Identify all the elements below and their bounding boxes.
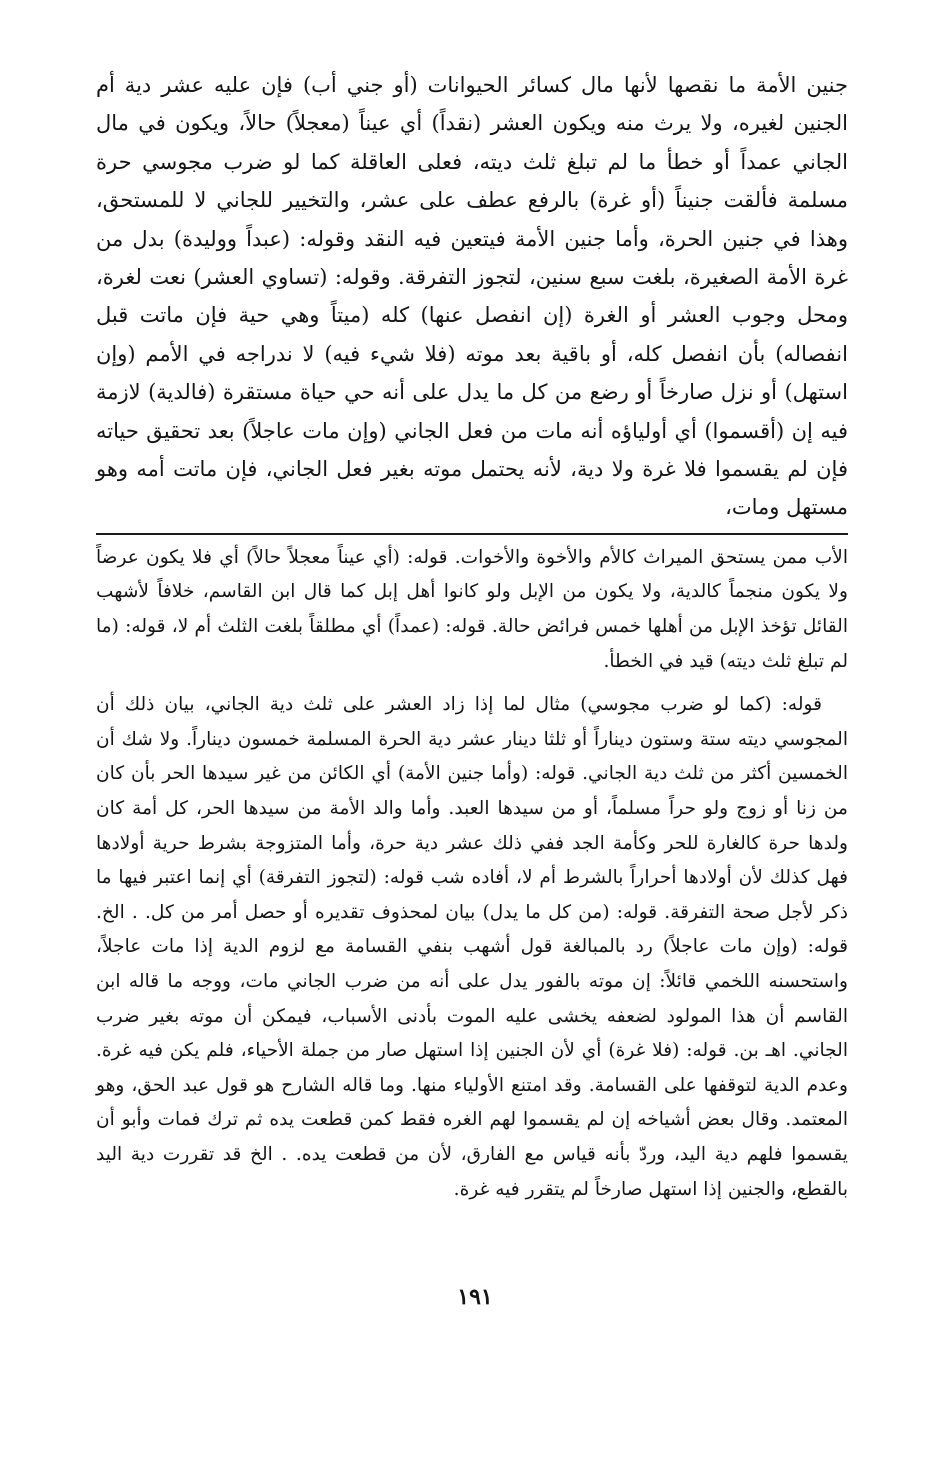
book-page: [96, 66, 848, 1207]
main-paragraph: جنين الأمة ما نقصها لأنها مال كسائر الحيوانات (أو جني أب) فإن عليه عشر دية أم الجنين لغيره، ولا يرث منه ويكون العشر (نقداً) أي عيناً (معجلاً) حالاً، ويكون في مال الجاني عمداً أو خطأ ما لم تبلغ ثلث ديته، فعلى العاقلة كما لو ضرب مجوسي حرة مسلمة فألقت جنيناً (أو غرة) بالرفع عطف على عشر، والتخيير للجاني لا للمستحق، وهذا في جنين الحرة، وأما جنين الأمة فيتعين فيه النقد وقوله: (عبداً ووليدة) بدل من غرة الأمة الصغيرة، بلغت سبع سنين، لتجوز التفرقة. وقوله: (تساوي العشر) نعت لغرة، ومحل وجوب العشر أو الغرة (إن انفصل عنها) كله (ميتاً وهي حية فإن ماتت قبل انفصاله) بأن انفصل كله، أو باقية بعد موته (فلا شيء فيه) لا ندراجه في الأمم (وإن استهل) أو نزل صارخاً أو رضع من كل ما يدل على أنه حي حياة مستقرة (فالدية) لازمة فيه إن (أقسموا) أي أولياؤه أنه مات من فعل الجاني (وإن مات عاجلاً) بعد تحقيق حياته فإن لم يقسموا فلا غرة ولا دية، لأنه يحتمل موته بغير فعل الجاني، فإن ماتت أمه وهو مستهل ومات،: [96, 73, 848, 520]
footnote-paragraph-2: قوله: (كما لو ضرب مجوسي) مثال لما إذا زاد العشر على ثلث دية الجاني، بيان ذلك أن المجوسي ديته ستة وستون ديناراً أو ثلثا دينار عشر دية الحرة المسلمة خمسون ديناراً. ولا شك أن الخمسين أكثر من ثلث دية الجاني. قوله: (وأما جنين الأمة) أي الكائن من غير سيدها الحر بأن كان من زنا أو زوج ولو حراً مسلماً، أو من سيدها العبد. وأما والد الأمة من سيدها الحر، كل أمة كان ولدها حرة كالغارة للحر وكأمة الجد ففي ذلك عشر دية حرة، وأما المتزوجة بشرط حرية أولادها فهل كذلك لأن أولادها أحراراً بالشرط أم لا، أفاده شب قوله: (لتجوز التفرقة) أي إنما اعتبر فيها ما ذكر لأجل صحة التفرقة. قوله: (من كل ما يدل) بيان لمحذوف تقديره أو حصل أمر من كل. . الخ. قوله: (وإن مات عاجلاً) رد بالمبالغة قول أشهب بنفي القسامة مع لزوم الدية إذا مات عاجلاً، واستحسنه اللخمي قائلاً: إن موته بالفور يدل على أنه من ضرب الجاني مات، ووجه ما قاله ابن القاسم أن هذا المولود لضعفه يخشى عليه الموت بأدنى الأسباب، فيمكن أن موته بغير ضرب الجاني. اهـ بن. قوله: (فلا غرة) أي لأن الجنين إذا استهل صار من جملة الأحياء، فلم يكن فيه غرة. وعدم الدية لتوقفها على القسامة. وقد امتنع الأولياء منها. وما قاله الشارح هو قول عبد الحق، وهو المعتمد. وقال بعض أشياخه إن لم يقسموا لهم الغره فقط كمن قطعت يده ثم ترك فمات وأبو أن يقسموا فلهم دية اليد، وردّ بأنه قياس مع الفارق، لأن من قطعت يده. . الخ قد تقررت دية اليد بالقطع، والجنين إذا استهل صارخاً لم يتقرر فيه غرة.: [96, 694, 848, 1200]
footnotes-section: [96, 541, 848, 1207]
footnote-separator: [96, 533, 848, 535]
main-text-block: [96, 66, 848, 527]
page-number: ١٩١: [457, 1284, 493, 1310]
footnote-paragraph-1: الأب ممن يستحق الميراث كالأم والأخوة والأخوات. قوله: (أي عيناً معجلاً حالاً) أي فلا يكون عرضاً ولا يكون منجماً كالدية، ولا يكون من الإبل ولو كانوا أهل إبل كما قال ابن القاسم، خلافاً لأشهب القائل تؤخذ الإبل من أهلها خمس فرائض حالة. قوله: (عمداً) أي مطلقاً بلغت الثلث أم لا، قوله: (ما لم تبلغ ثلث ديته) قيد في الخطأ.: [96, 546, 848, 672]
footnote-block: [96, 541, 848, 679]
footnote-block: [96, 688, 848, 1207]
